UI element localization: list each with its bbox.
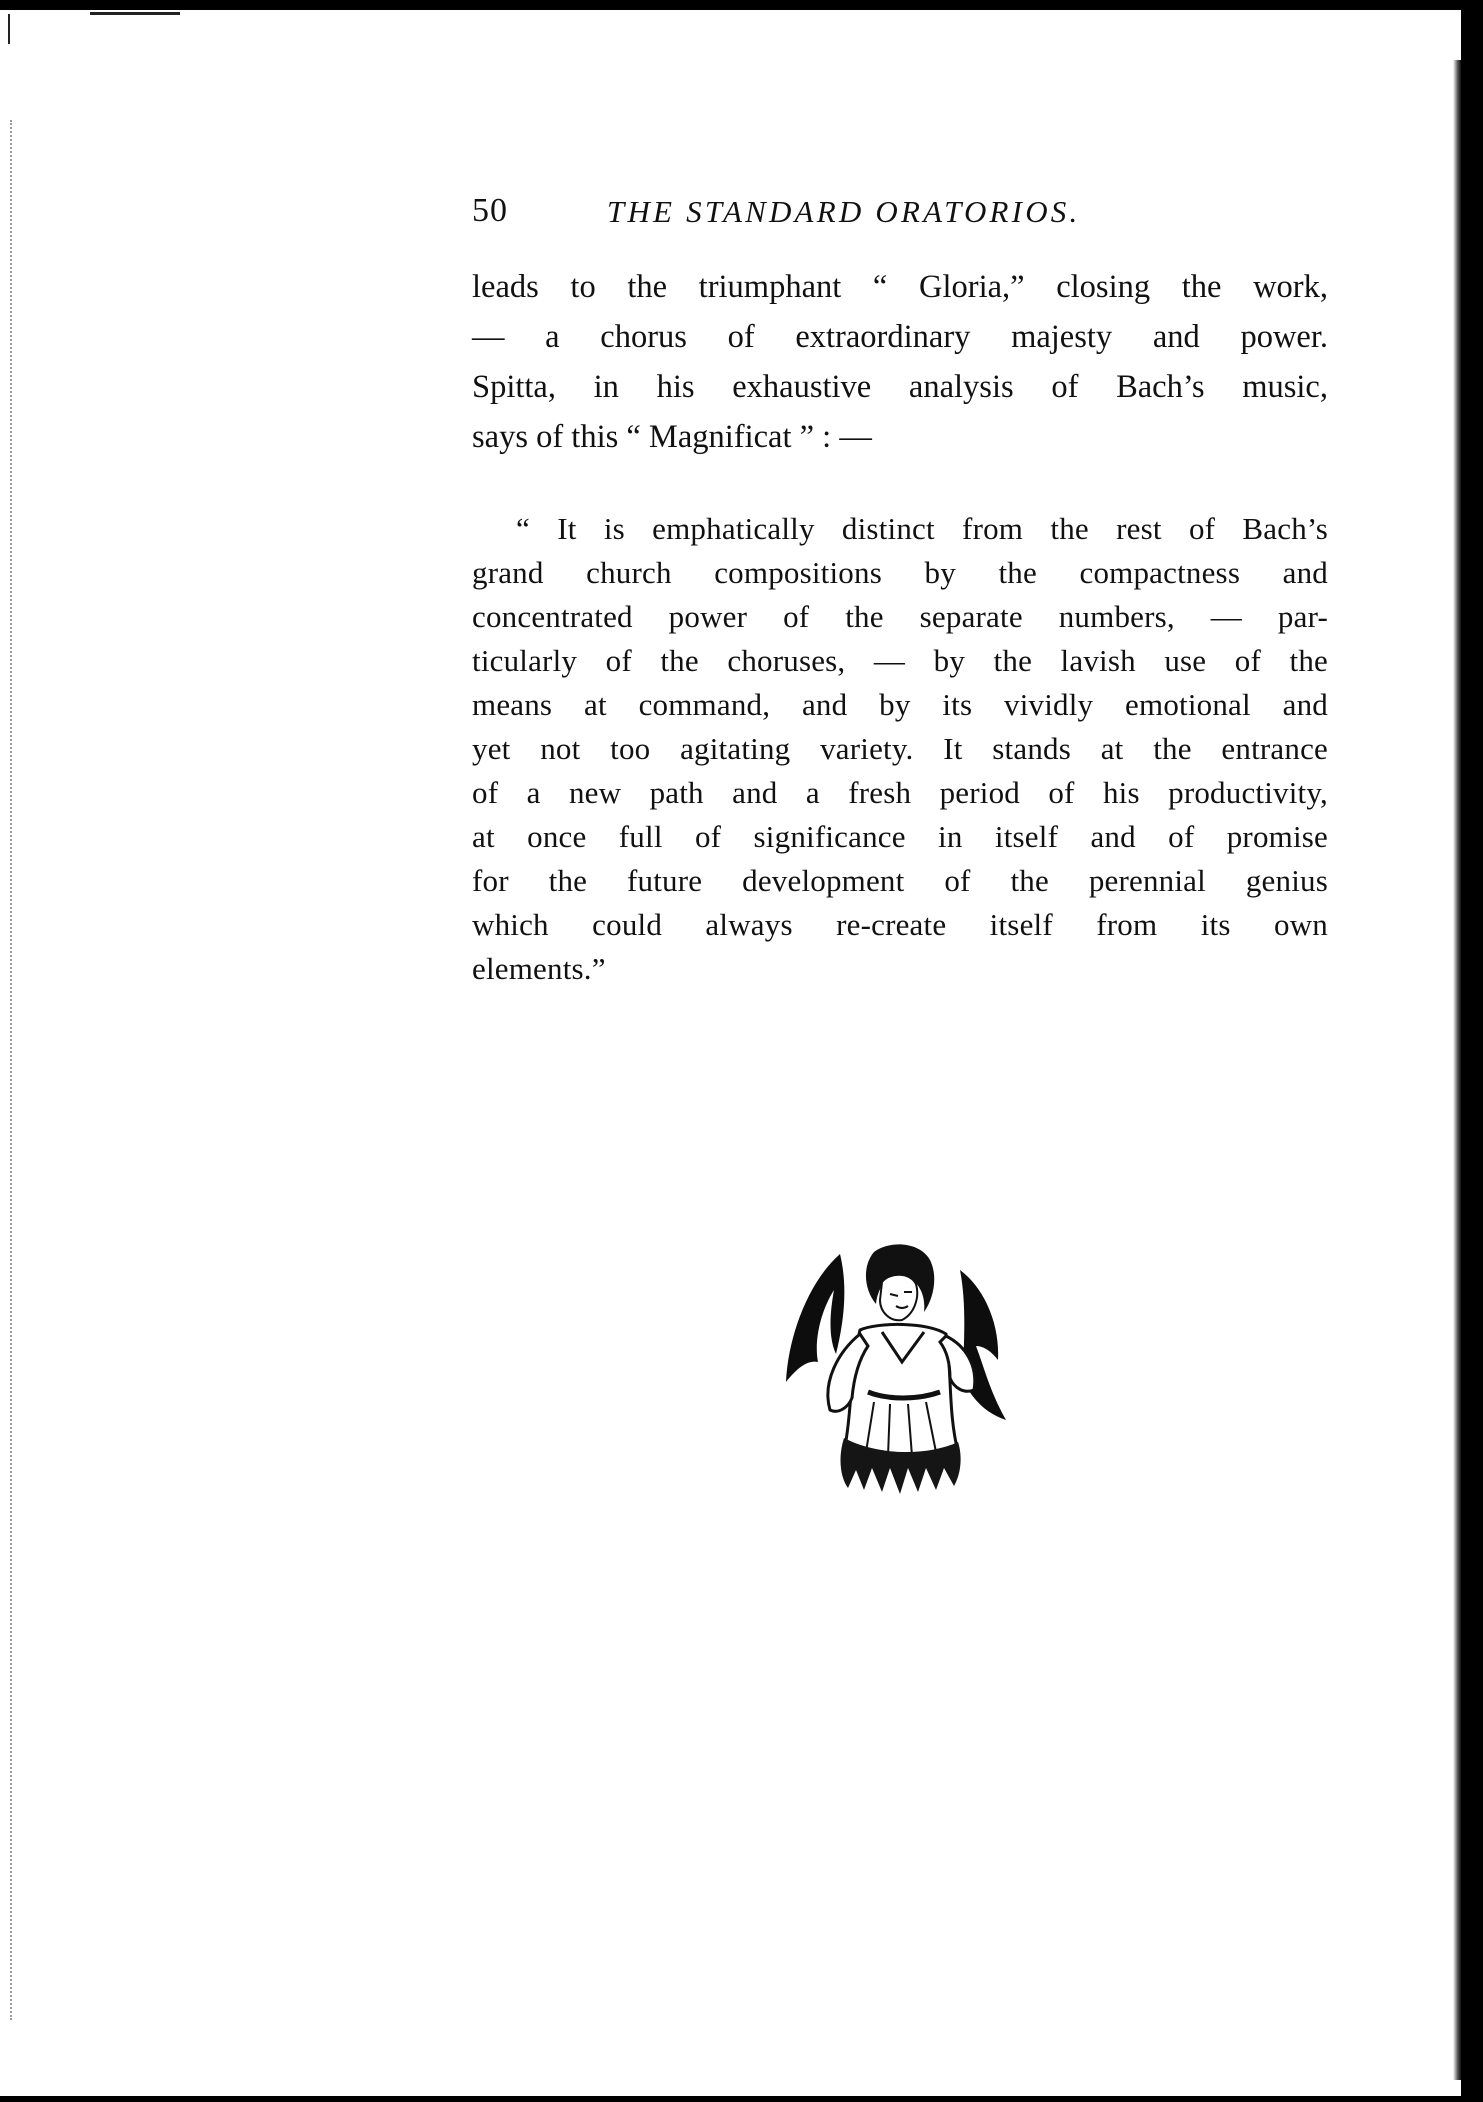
scan-mark-left bbox=[8, 14, 10, 44]
text-line: — a chorus of extraordinary majesty and power. bbox=[472, 319, 1328, 355]
intro-paragraph bbox=[472, 262, 1328, 462]
quote-line: yet not too agitating variety. It stands at the entrance bbox=[472, 731, 1328, 766]
text-line: Spitta, in his exhaustive analysis of Bach’s music, bbox=[472, 369, 1328, 405]
quote-line: ticularly of the choruses, — by the lavish use of the bbox=[472, 643, 1328, 678]
block-quote bbox=[472, 507, 1328, 991]
text-line: leads to the triumphant “ Gloria,” closing the work, bbox=[472, 269, 1328, 305]
angel-right-wing bbox=[960, 1270, 1006, 1420]
angel-face bbox=[880, 1275, 917, 1321]
quote-line: at once full of significance in itself and of promise bbox=[472, 819, 1328, 854]
page-number: 50 bbox=[472, 192, 508, 229]
scan-corner-mark bbox=[90, 12, 180, 15]
quote-line: grand church compositions by the compactness and bbox=[472, 555, 1328, 590]
page-header bbox=[472, 192, 1332, 242]
text-line: says of this “ Magnificat ” : — bbox=[472, 419, 872, 455]
page-edge-shadow bbox=[1453, 60, 1461, 2080]
scan-border-right bbox=[1461, 0, 1483, 2102]
quote-line: of a new path and a fresh period of his productivity, bbox=[472, 775, 1328, 810]
quote-line: elements.” bbox=[472, 951, 606, 986]
scan-border-bottom bbox=[0, 2096, 1483, 2102]
quote-line: concentrated power of the separate numbers, — par- bbox=[472, 599, 1328, 634]
scan-border-top bbox=[0, 0, 1483, 10]
quote-line: means at command, and by its vividly emotional and bbox=[472, 687, 1328, 722]
angel-icon bbox=[778, 1242, 1018, 1494]
running-title: THE STANDARD ORATORIOS. bbox=[607, 194, 1081, 229]
scan-gutter-dots bbox=[10, 120, 14, 2020]
quote-line: “ It is emphatically distinct from the rest of Bach’s bbox=[516, 511, 1328, 546]
quote-line: for the future development of the perennial genius bbox=[472, 863, 1328, 898]
quote-line: which could always re-create itself from its own bbox=[472, 907, 1328, 942]
